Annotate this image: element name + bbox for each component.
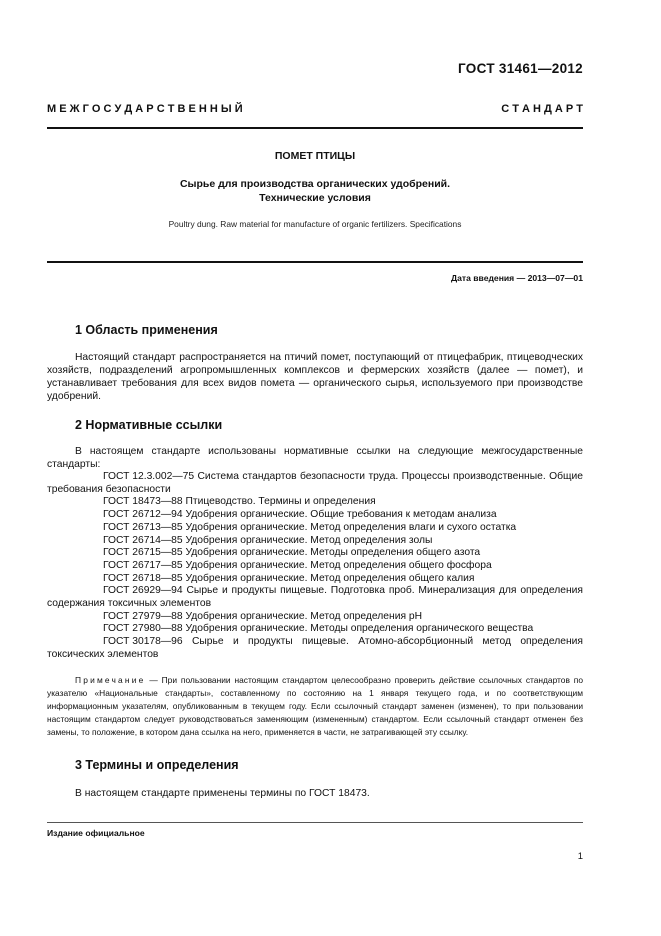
section-3-heading: 3 Термины и определения (75, 758, 239, 772)
header-rule (47, 127, 583, 129)
banner-word-interstate: М Е Ж Г О С У Д А Р С Т В Е Н Н Ы Й (47, 103, 243, 115)
section-1-heading: 1 Область применения (75, 323, 218, 337)
section-1-text: Настоящий стандарт распространяется на птичий помет, поступающий от птицефабрик, птицеводческих хозяйств, подразделений агропромышленных комплексов и фермерских хозяйств (далее — помет), и устанавливает требования для всех видов помета — органического сырья, используемого при производстве удобрений. (47, 352, 583, 402)
subtitle-line-2: Технические условия (259, 192, 371, 204)
reference-item: ГОСТ 26715—85 Удобрения органические. Методы определения общего азота (103, 547, 481, 559)
section-3-text: В настоящем стандарте применены термины по ГОСТ 18473. (75, 788, 370, 799)
subtitle-line-1: Сырье для производства органических удобрений. (179, 178, 451, 190)
reference-list (47, 471, 583, 662)
document-title: ПОМЕТ ПТИЦЫ (274, 150, 356, 162)
note-label: Примечание (75, 675, 146, 685)
reference-item: ГОСТ 26713—85 Удобрения органические. Метод определения влаги и сухого остатка (103, 521, 517, 533)
reference-item: ГОСТ 27979—88 Удобрения органические. Метод определения pH (103, 610, 423, 622)
title-rule (47, 261, 583, 263)
english-title: Poultry dung. Raw material for manufacture of organic fertilizers. Specifications (168, 219, 462, 229)
document-subtitle (47, 177, 583, 205)
note-text: — При пользовании настоящим стандартом целесообразно проверить действие ссылочных стандартов по указателю «Национальные стандарты», составленному по состоянию на 1 января текущего года, и по соответствующим информационным указателям, опубликованным в текущем году. Если ссылочный стандарт заменен (изменен), то при пользовании настоящим стандартом следует руководствоваться заменяющим (измененным) стандартом. Если ссылочный стандарт отменен без замены, то положение, в котором дана ссылка на него, применяется в части, не затрагивающей эту ссылку. (47, 675, 583, 737)
reference-item: ГОСТ 18473—88 Птицеводство. Термины и определения (103, 496, 376, 508)
banner-word-standard: С Т А Н Д А Р Т (501, 103, 583, 115)
reference-item: ГОСТ 27980—88 Удобрения органические. Методы определения органического вещества (103, 623, 534, 635)
note-paragraph (47, 674, 583, 739)
section-2-intro-text: В настоящем стандарте использованы нормативные ссылки на следующие межгосударственные стандарты: (47, 446, 583, 470)
footer-rule (47, 822, 583, 823)
reference-item: ГОСТ 12.3.002—75 Система стандартов безопасности труда. Процессы производственные. Общие требования безопасности (47, 471, 583, 495)
section-3-body (47, 787, 583, 800)
official-edition-label: Издание официальное (47, 828, 145, 838)
reference-item: ГОСТ 26929—94 Сырье и продукты пищевые. Подготовка проб. Минерализация для определения содержания токсичных элементов (47, 585, 583, 610)
section-2-intro (47, 445, 583, 471)
gost-number: ГОСТ 31461—2012 (458, 61, 583, 76)
section-2-heading: 2 Нормативные ссылки (75, 418, 223, 432)
section-1-body (47, 351, 583, 403)
introduction-date: Дата введения — 2013—07—01 (450, 273, 583, 283)
reference-item: ГОСТ 26718—85 Удобрения органические. Метод определения общего калия (103, 572, 475, 584)
reference-item: ГОСТ 30178—96 Сырье и продукты пищевые. Атомно-абсорбционный метод определения токсических элементов (47, 636, 583, 660)
reference-item: ГОСТ 26717—85 Удобрения органические. Метод определения общего фосфора (103, 559, 492, 571)
reference-item: ГОСТ 26714—85 Удобрения органические. Метод определения золы (103, 534, 433, 546)
page-number: 1 (577, 851, 583, 862)
references-note (47, 674, 583, 739)
standard-banner (47, 103, 583, 115)
reference-item: ГОСТ 26712—94 Удобрения органические. Общие требования к методам анализа (103, 509, 497, 521)
